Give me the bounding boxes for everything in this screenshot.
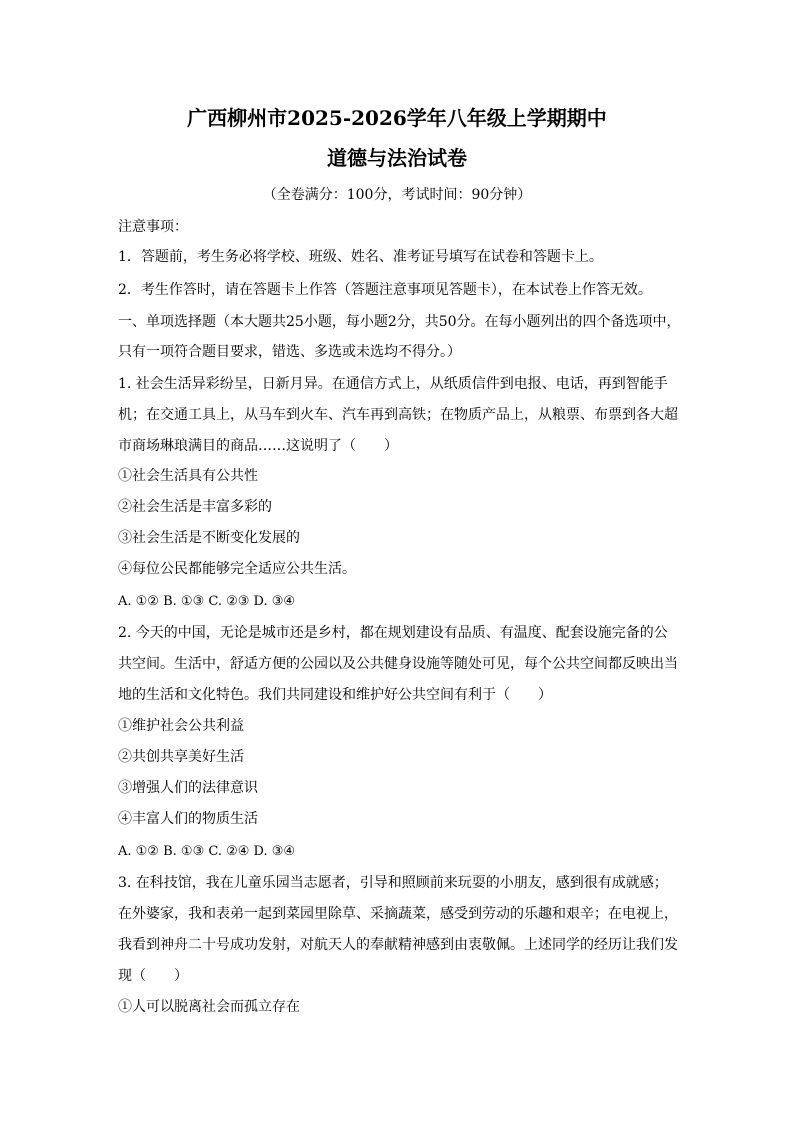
q1-statement-1: ①社会生活具有公共性 (118, 468, 258, 484)
q1-options: A. ①② B. ①③ C. ②③ D. ③④ (118, 594, 296, 609)
q1-stem-line1: 1. 社会生活异彩纷呈，日新月异。在通信方式上，从纸质信件到电报、电话，再到智能手 (118, 376, 668, 392)
section-intro-line2: 只有一项符合题目要求，错选、多选或未选均不得分。） (118, 344, 461, 360)
q3-statement-1: ①人可以脱离社会而孤立存在 (118, 999, 300, 1015)
exam-title-line2: 道德与法治试卷 (327, 146, 467, 170)
note-item-2: 2．考生作答时，请在答题卡上作答（答题注意事项见答题卡），在本试卷上作答无效。 (118, 282, 652, 298)
q3-stem-line1: 3. 在科技馆，我在儿童乐园当志愿者，引导和照顾前来玩耍的小朋友，感到很有成就感； (118, 875, 668, 891)
q2-stem-line3: 地的生活和文化特色。我们共同建设和维护好公共空间有利于（ ） (118, 687, 552, 703)
q1-stem-line3: 市商场琳琅满目的商品……这说明了（ ） (118, 438, 398, 454)
q3-stem-line2: 在外婆家，我和表弟一起到菜园里除草、采摘蔬菜，感受到劳动的乐趣和艰辛；在电视上， (118, 906, 678, 922)
q2-statement-3: ③增强人们的法律意识 (118, 780, 258, 796)
q1-stem-line2: 机；在交通工具上，从马车到火车、汽车再到高铁；在物质产品上，从粮票、布票到各大超 (118, 407, 678, 423)
q2-stem-line1: 2. 今天的中国，无论是城市还是乡村，都在规划建设有品质、有温度、配套设施完备的公 (118, 625, 668, 641)
q1-statement-4: ④每位公民都能够完全适应公共生活。 (118, 561, 356, 577)
q2-statement-1: ①维护社会公共利益 (118, 718, 244, 734)
q2-stem-line2: 共空间。生活中，舒适方便的公园以及公共健身设施等随处可见，每个公共空间都反映出当 (118, 656, 678, 672)
notes-heading: 注意事项： (118, 219, 188, 235)
note-item-1: 1．答题前，考生务必将学校、班级、姓名、准考证号填写在试卷和答题卡上。 (118, 249, 603, 265)
q2-statement-2: ②共创共享美好生活 (118, 749, 244, 765)
q1-statement-2: ②社会生活是丰富多彩的 (118, 499, 272, 515)
exam-title-line1: 广西柳州市2025-2026学年八年级上学期期中 (187, 106, 607, 130)
q1-statement-3: ③社会生活是不断变化发展的 (118, 530, 300, 546)
section-intro-line1: 一、单项选择题（本大题共25小题，每小题2分，共50分。在每小题列出的四个备选项中， (118, 314, 681, 330)
exam-subtitle: （全卷满分：100分，考试时间：90分钟） (262, 187, 532, 203)
q2-statement-4: ④丰富人们的物质生活 (118, 811, 258, 827)
q3-stem-line4: 现（ ） (118, 968, 188, 984)
q2-options: A. ①② B. ①③ C. ②④ D. ③④ (118, 844, 296, 859)
q3-stem-line3: 我看到神舟二十号成功发射，对航天人的奉献精神感到由衷敬佩。上述同学的经历让我们发 (118, 937, 678, 953)
